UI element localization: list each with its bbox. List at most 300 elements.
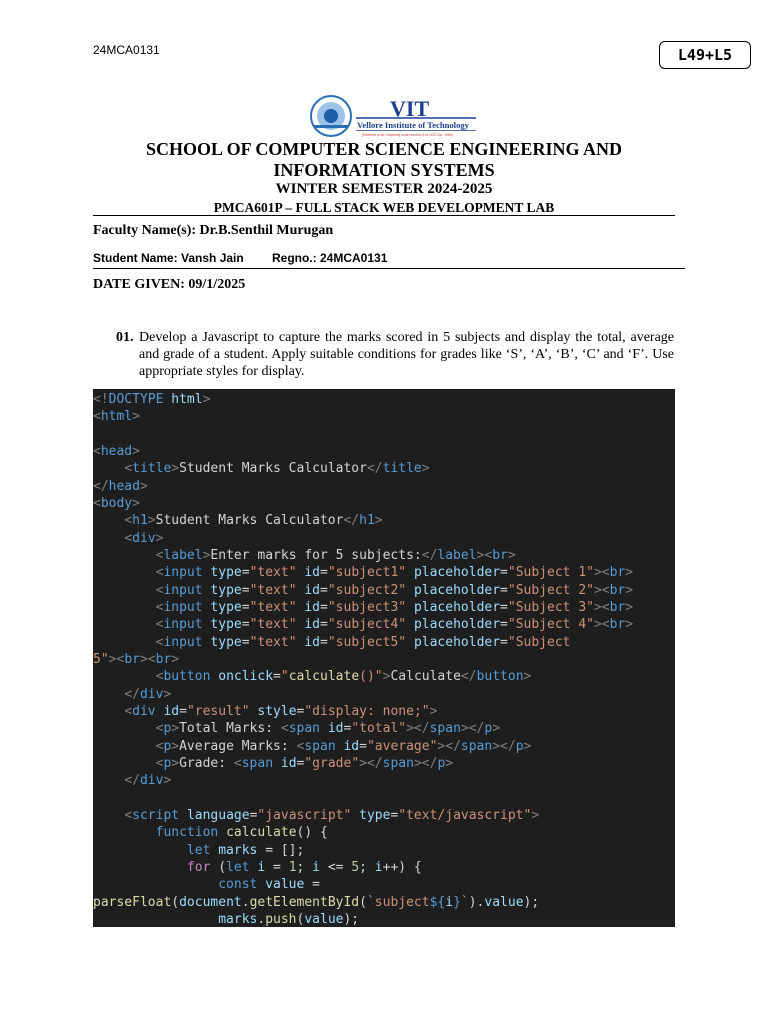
code-token: > [492,721,501,737]
code-token: placeholder [413,634,501,650]
code-token: = []; [257,842,305,858]
code-token: >< [593,565,610,581]
code-token: "text" [249,565,297,581]
header-divider [93,215,675,216]
code-token [179,808,187,823]
code-token: = [320,599,328,615]
code-token: ></ [359,755,383,771]
code-token: input [163,565,203,581]
code-token: Grade: [179,755,234,771]
code-token: "javascript" [257,807,352,823]
code-line [93,443,675,460]
code-token: p [437,755,446,771]
code-line [93,495,675,512]
code-token: i [312,859,320,875]
code-token: type [359,807,391,823]
code-token [406,583,414,598]
code-token: ). [468,894,485,910]
code-token: = [320,565,328,581]
code-token: style [257,703,297,719]
code-line [93,807,675,824]
code-token [406,617,414,632]
code-token: = [304,877,320,893]
code-token: p [163,738,172,754]
code-token [406,565,414,580]
code-token: < [93,495,101,511]
code-token: < [155,634,164,650]
code-token [93,600,156,615]
code-token: > [163,686,172,702]
code-token: Student Marks Calculator [179,461,367,477]
code-token: >< [593,617,610,633]
code-line [93,408,675,425]
code-line [93,582,675,599]
code-token: "Subject 3" [507,599,594,615]
code-line [93,391,675,408]
code-token: = [500,617,508,633]
code-token: id [304,582,321,598]
code-token: <! [93,392,109,407]
code-token: ( [359,894,367,910]
faculty-name: Faculty Name(s): Dr.B.Senthil Murugan [93,223,334,238]
code-token: let [186,842,211,858]
code-token: >< [476,547,493,563]
logo-title: VIT [390,96,430,121]
code-token: = [500,599,508,615]
code-line [93,894,675,911]
code-token: > [421,461,430,477]
code-token: DOCTYPE [108,392,164,407]
code-token: br [609,599,626,615]
code-line [93,738,675,755]
code-token: id [304,617,321,633]
code-token: > [171,651,180,667]
code-token: marks [218,911,258,927]
code-token [93,687,124,702]
code-token [93,635,156,650]
code-token: < [280,721,289,737]
code-token: ></ [406,721,430,737]
school-title: SCHOOL OF COMPUTER SCIENCE ENGINEERING AND INFORMATION SYSTEMS [146,139,622,180]
code-token: = [249,807,258,823]
code-token [351,808,359,823]
code-token: = [296,755,305,771]
code-token: > [625,565,634,581]
code-token: div [139,686,164,702]
code-token: > [382,669,391,685]
code-token: > [155,530,164,546]
code-token: placeholder [413,565,501,581]
code-token [93,513,124,528]
code-token: < [155,547,164,563]
code-token: . [257,911,266,927]
code-token: < [124,513,133,529]
code-token: " [280,669,289,685]
code-token: label [163,547,203,563]
code-line [93,686,675,703]
code-token: > [507,547,516,563]
code-token: type [210,582,242,598]
code-token: value [265,877,305,893]
code-token: < [155,669,164,685]
code-line [93,478,675,495]
student-name: Student Name: Vansh Jain [93,251,244,265]
code-token: 5" [93,651,109,667]
code-token: value [304,911,344,927]
code-token: ( [296,911,305,927]
code-line [93,755,675,772]
code-token: = [320,617,328,633]
code-token: br [492,547,508,563]
code-token: span [304,738,336,754]
code-token: >< [593,582,610,598]
code-token: "text/javascript" [398,807,532,823]
code-token: > [132,443,140,459]
code-token: label [437,547,477,563]
code-token [93,825,156,840]
code-token: onclick [218,669,274,685]
code-token: < [155,565,164,581]
code-token: marks [218,842,258,858]
code-token: id [304,634,321,650]
code-token: < [155,617,164,633]
code-token: push [265,911,297,927]
code-token: "subject5" [327,634,407,650]
code-token: parseFloat [93,894,172,910]
code-token: > [139,478,148,494]
code-token: getElementById [249,894,360,910]
code-token: >< [108,651,125,667]
code-token [93,773,124,788]
code-token: = [241,634,250,650]
code-token: </ [343,513,360,529]
code-token [320,721,328,736]
code-token: > [523,669,532,685]
code-token: "Subject [507,634,571,650]
code-token: ); [523,894,540,910]
code-line [93,911,675,927]
code-token: input [163,582,203,598]
code-token: > [523,738,532,754]
code-token: ++) { [382,859,422,875]
code-token: < [93,409,101,425]
code-token: = [500,634,508,650]
code-token: > [625,599,634,615]
logo-subtitle: Vellore Institute of Technology [357,120,469,130]
code-token [93,669,156,684]
code-token: p [515,738,524,754]
code-token: calculate [288,669,360,685]
code-token: type [210,634,242,650]
code-token: "subject1" [327,565,407,581]
code-token [273,756,281,771]
code-token: </ [124,686,140,702]
code-token: > [171,755,180,771]
code-token: p [484,721,493,737]
code-token: > [171,461,180,477]
question-text: Develop a Javascript to capture the marks scored in 5 subjects and display the total, average and grade of a student. Apply suitable conditions for grades like ‘S’, ‘A’, ‘B’, ‘C’ and ‘F’. Use appropriate styles for display. [139,330,674,379]
code-line [93,634,675,651]
code-token: type [210,565,242,581]
code-token: ( [210,859,227,875]
code-token: id [280,755,297,771]
code-line [93,547,675,564]
code-token: >< [139,651,156,667]
code-token: head [100,443,133,459]
code-token: > [531,807,540,823]
code-line [93,703,675,720]
code-token: function [155,825,219,841]
code-token: < [155,721,164,737]
code-token: div [132,530,156,546]
code-token: "subject4" [327,617,407,633]
vit-logo [310,94,480,138]
code-token: input [163,634,203,650]
code-token: = [241,582,250,598]
question-number: 01. [116,330,134,345]
code-line [93,772,675,789]
code-token: Average Marks: [179,738,297,754]
code-token: "result" [186,703,250,719]
code-token: () { [296,825,328,841]
code-token: script [132,807,180,823]
code-token: > [625,582,634,598]
code-token: for [186,859,211,875]
code-token: ); [343,911,360,927]
code-token: ( [171,894,180,910]
code-token: 5 [351,859,360,875]
code-token [93,583,156,598]
code-line [93,859,675,876]
code-token: > [171,738,180,754]
code-token: "text" [249,582,297,598]
code-line [93,530,675,547]
code-token: ></ [460,721,485,737]
code-token: "text" [249,617,297,633]
code-line [93,426,675,443]
code-token: > [625,617,634,633]
code-token: p [163,755,172,771]
code-token: ></ [413,755,438,771]
code-token: br [609,582,626,598]
code-token: "subject2" [327,582,407,598]
code-token: = [241,617,250,633]
code-token: br [609,565,626,581]
code-token: type [210,617,242,633]
code-token: = [500,565,508,581]
code-token: ()" [359,669,383,685]
code-token: title [132,461,172,477]
code-token: i [445,894,454,910]
code-token: "average" [366,738,438,754]
code-token: </ [460,669,477,685]
code-token: </ [366,461,383,477]
code-token: </ [124,773,140,789]
code-token: = [343,721,352,737]
code-token: = [273,669,281,685]
code-token: ></ [492,738,516,754]
code-token: </ [93,478,109,494]
code-token: calculate [226,825,297,841]
code-token [93,912,218,927]
code-token: < [124,703,133,719]
logo-note: (Deemed to be University under section 3 of UGC Act, 1956) [362,133,453,137]
code-token: Total Marks: [179,721,281,737]
code-token [93,721,156,736]
code-token: > [147,513,156,529]
code-token: "Subject 2" [507,582,594,598]
code-token: > [202,392,211,407]
code-token [93,808,124,823]
student-regno: Regno.: 24MCA0131 [272,251,388,265]
code-token: = [241,565,250,581]
code-token: < [155,599,164,615]
code-token [93,860,187,875]
code-token: button [163,669,211,685]
code-token [93,531,124,546]
code-token: ; [296,859,313,875]
code-token: span [429,721,461,737]
code-token: placeholder [413,617,501,633]
code-token: placeholder [413,582,501,598]
code-token: Student Marks Calculator [155,513,344,529]
code-line [93,512,675,529]
code-line [93,842,675,859]
code-token: = [359,738,367,754]
code-token: input [163,617,203,633]
code-token: id [343,738,360,754]
code-line [93,651,675,668]
code-token: > [171,721,180,737]
semester-title: WINTER SEMESTER 2024-2025 [275,181,493,197]
code-token [93,461,124,476]
code-token: body [100,495,133,511]
code-token: id [304,565,321,581]
code-token: ; [359,859,375,875]
code-token: span [460,738,493,754]
code-token [406,635,414,650]
code-token: "text" [249,599,297,615]
code-line [93,790,675,807]
code-token: "text" [249,634,297,650]
code-token: . [241,894,250,910]
code-token: placeholder [413,599,501,615]
code-token: < [93,443,101,459]
code-token: </ [421,547,438,563]
code-token: < [124,461,133,477]
code-token: < [155,582,164,598]
code-token: title [382,461,422,477]
code-token: "subject3" [327,599,407,615]
code-token: > [445,755,454,771]
code-token: = [241,599,250,615]
code-token: i [257,859,266,875]
code-token: } [453,894,461,910]
code-token: value [484,894,524,910]
code-token: head [108,478,140,494]
code-line [93,599,675,616]
code-token [218,825,226,840]
code-token: h1 [359,513,375,529]
code-token: < [296,738,305,754]
code-token: `subject [366,894,430,910]
code-token: < [233,755,242,771]
code-token: = [179,703,187,719]
code-token [93,739,156,754]
code-line [93,876,675,893]
code-token: ${ [429,894,446,910]
code-token: span [382,755,414,771]
code-token: < [124,807,133,823]
info-divider [93,268,685,269]
code-token: let [226,859,250,875]
code-token: div [132,703,156,719]
code-token: language [186,807,250,823]
code-token [93,843,187,858]
code-token: "total" [351,721,407,737]
code-token: <= [320,859,352,875]
code-token [93,756,156,771]
code-token: > [202,547,211,563]
code-token: = [296,703,305,719]
code-token: div [139,773,164,789]
code-token: br [124,651,140,667]
code-token: = [500,582,508,598]
code-token: span [288,721,320,737]
code-token: span [241,755,274,771]
course-title: PMCA601P – FULL STACK WEB DEVELOPMENT LAB [213,200,555,215]
code-token: br [609,617,626,633]
code-token: > [374,513,383,529]
code-token: html [171,392,203,407]
code-token: > [429,703,438,719]
header-regno: 24MCA0131 [93,43,160,57]
code-token [93,548,156,563]
code-token [93,704,124,719]
code-line [93,824,675,841]
code-token: = [320,582,328,598]
code-token: ></ [437,738,461,754]
code-line [93,668,675,685]
code-token: Calculate [390,669,461,685]
date-given: DATE GIVEN: 09/1/2025 [93,277,246,292]
code-token: > [132,495,140,511]
code-line [93,460,675,477]
code-block [93,389,675,927]
code-token [406,600,414,615]
code-token: "display: none;" [304,703,430,719]
code-token: ` [460,894,469,910]
slot-badge: L49+L5 [659,41,751,69]
code-token: button [476,669,524,685]
code-token: < [155,738,164,754]
code-token: i [374,859,383,875]
code-token: "Subject 1" [507,565,594,581]
code-token: id [327,721,344,737]
code-token: const [218,877,258,893]
code-token: h1 [132,513,148,529]
code-token [93,617,156,632]
code-token: < [155,755,164,771]
code-token: id [304,599,321,615]
code-token: = [320,634,328,650]
code-line [93,720,675,737]
code-token: document [179,894,242,910]
code-token: html [100,409,133,425]
code-token: type [210,599,242,615]
code-token: "Subject 4" [507,617,594,633]
code-token: > [163,773,172,789]
